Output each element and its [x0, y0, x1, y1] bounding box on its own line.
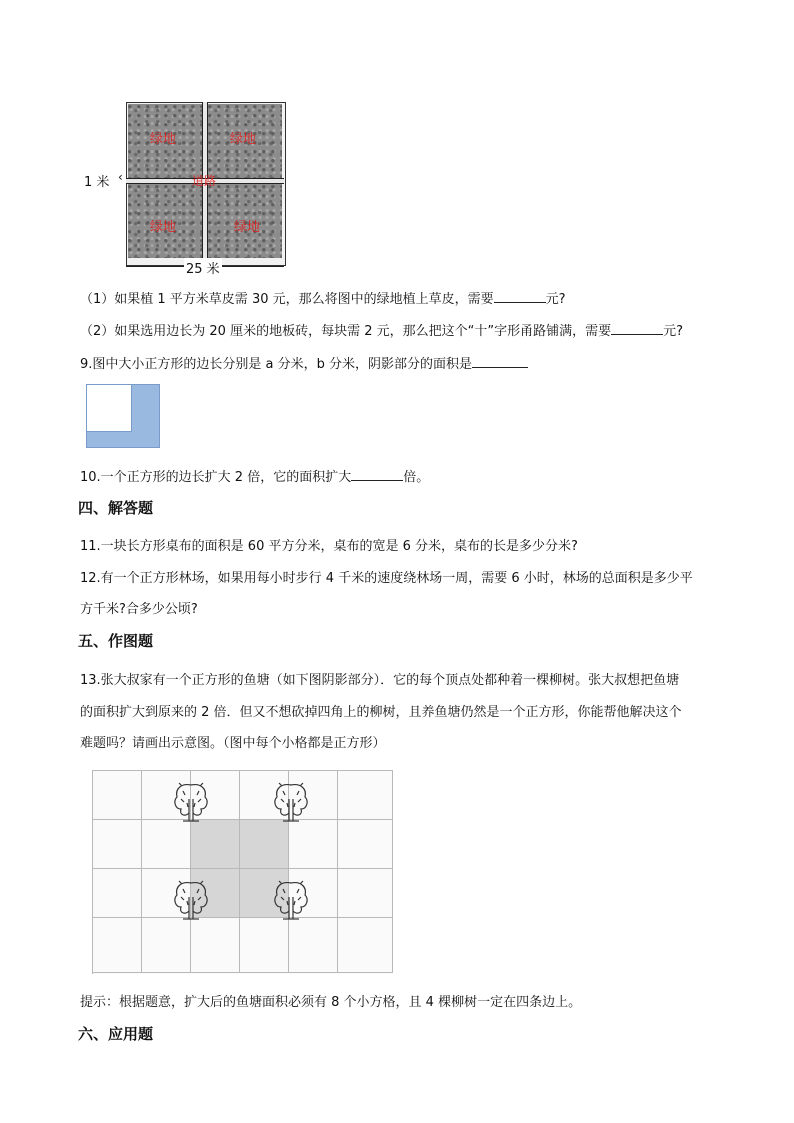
section-5-title: 五、作图题 — [78, 632, 154, 650]
willow-tree-icon — [169, 875, 213, 925]
grid-cell — [93, 771, 142, 820]
green-label-top-left: 绿地 — [150, 132, 177, 147]
q10 — [80, 468, 429, 487]
q9-squares-figure — [86, 384, 160, 448]
q8-part2 — [80, 322, 683, 341]
q9-answer-blank[interactable] — [472, 355, 528, 368]
grid-cell — [338, 918, 393, 973]
q9 — [80, 355, 528, 374]
grid-cell — [240, 918, 289, 973]
length-label: 25 米 — [184, 258, 222, 277]
q8-part1-answer-blank[interactable] — [494, 290, 546, 303]
pond-cell — [240, 820, 289, 869]
q12-line1: 12.有一个正方形林场，如果用每小时步行 4 千米的速度绕林场一周，需要 6 小时，林场的总面积是多少平 — [80, 571, 693, 586]
willow-tree-icon — [269, 777, 313, 827]
grid-cell — [93, 820, 142, 869]
park-figure — [80, 98, 290, 278]
q8-part1 — [80, 290, 566, 309]
q10-answer-blank[interactable] — [351, 468, 403, 481]
q13-line3: 难题吗？请画出示意图。（图中每个小格都是正方形） — [80, 736, 386, 751]
grid-cell — [289, 820, 338, 869]
grid-cell — [191, 918, 240, 973]
q13-line2: 的面积扩大到原来的 2 倍．但又不想砍掉四角上的柳树，且养鱼塘仍然是一个正方形，你能帮他解决这个 — [80, 705, 682, 720]
grid-cell — [338, 820, 393, 869]
green-label-bottom-right: 绿地 — [234, 220, 261, 235]
grid-cell — [289, 918, 338, 973]
willow-tree-icon — [169, 777, 213, 827]
pond-cell — [191, 820, 240, 869]
q8-part2-unit: 元? — [663, 324, 683, 339]
small-white-square — [87, 385, 132, 432]
q8-part2-text: （2）如果选用边长为 20 厘米的地板砖，每块需 2 元，那么把这个“十”字形甬路铺满，需要 — [80, 324, 612, 339]
grid-cell — [93, 869, 142, 918]
q9-text: 9.图中大小正方形的边长分别是 a 分米，b 分米，阴影部分的面积是 — [80, 357, 473, 372]
q10-unit: 倍。 — [403, 470, 430, 485]
section-6-title: 六、应用题 — [78, 1025, 154, 1043]
grid-cell — [93, 918, 142, 973]
pond-grid — [92, 770, 393, 974]
road-label: 道路 — [192, 174, 217, 188]
green-label-top-right: 绿地 — [230, 132, 257, 147]
q8-part1-unit: 元? — [545, 292, 566, 307]
q10-text: 10.一个正方形的边长扩大 2 倍，它的面积扩大 — [80, 470, 352, 485]
section-4-title: 四、解答题 — [78, 499, 154, 517]
grid-cell — [142, 820, 191, 869]
grid-cell — [338, 869, 393, 918]
q8-part2-answer-blank[interactable] — [611, 322, 663, 335]
q11: 11.一块长方形桌布的面积是 60 平方分米，桌布的宽是 6 分米，桌布的长是多少分米? — [80, 539, 578, 554]
q13-line1: 13.张大叔家有一个正方形的鱼塘（如下图阴影部分）．它的每个顶点处都种着一棵柳树。张大叔想把鱼塘 — [80, 673, 680, 688]
road-width-label: 1 米 — [84, 175, 110, 190]
green-label-bottom-left: 绿地 — [150, 220, 177, 235]
road-width-arrow: ‹ — [118, 170, 123, 184]
willow-tree-icon — [269, 875, 313, 925]
q8-part1-text: （1）如果植 1 平方米草皮需 30 元，那么将图中的绿地植上草皮，需要 — [80, 292, 494, 307]
q13-hint: 提示：根据题意，扩大后的鱼塘面积必须有 8 个小方格，且 4 棵柳树一定在四条边上。 — [80, 995, 582, 1010]
grid-cell — [338, 771, 393, 820]
grid-cell — [142, 918, 191, 973]
q12-line2: 方千米?合多少公顷? — [80, 602, 198, 617]
